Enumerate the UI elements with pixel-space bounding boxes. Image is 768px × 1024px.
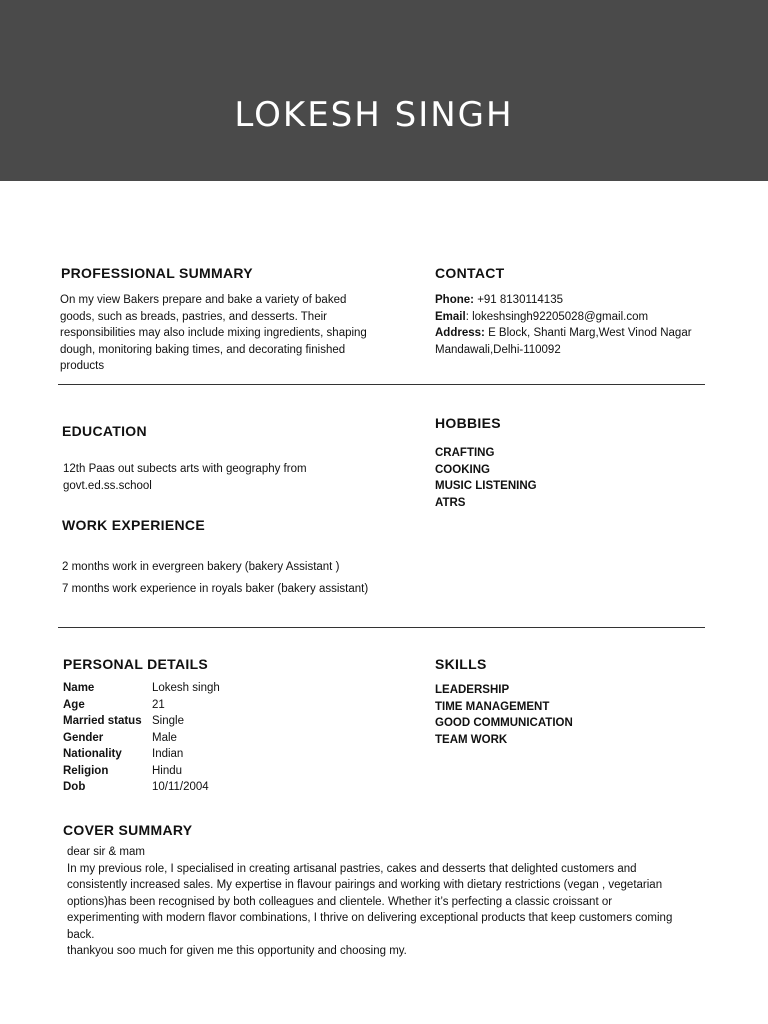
work-experience-list: [62, 556, 422, 600]
detail-key: Nationality: [63, 748, 122, 760]
personal-details-title: PERSONAL DETAILS: [63, 656, 209, 672]
work-item: 2 months work in evergreen bakery (bakery Assistant ): [62, 561, 340, 573]
header-banner: [0, 0, 768, 181]
skills-title: SKILLS: [435, 656, 487, 672]
cover-summary-text: [67, 844, 685, 960]
candidate-name: LOKESH SINGH: [234, 94, 514, 135]
contact-block: [435, 292, 705, 358]
cover-greeting: dear sir & mam: [67, 846, 145, 858]
detail-value: Lokesh singh: [152, 682, 220, 694]
contact-title: CONTACT: [435, 265, 505, 281]
detail-value: 10/11/2004: [152, 781, 209, 793]
work-experience-title: WORK EXPERIENCE: [62, 517, 205, 533]
email-label: Email: [435, 310, 466, 323]
detail-value: Hindu: [152, 764, 183, 777]
detail-key: Dob: [63, 781, 86, 793]
detail-row: [63, 763, 343, 780]
skill-item: TEAM WORK: [435, 733, 508, 746]
professional-summary-text: On my view Bakers prepare and bake a variety of baked goods, such as breads, pastries, and desserts. Their responsibilities may also include mixing ingredients, shaping dough, monitoring baking times, and decorating finished products: [60, 294, 367, 372]
education-title: EDUCATION: [62, 423, 147, 439]
cover-summary-title: COVER SUMMARY: [63, 822, 193, 838]
phone-value: +91 8130114135: [477, 294, 563, 306]
professional-summary-title: PROFESSIONAL SUMMARY: [61, 265, 253, 281]
detail-key: Gender: [63, 731, 104, 744]
detail-key: Married status: [63, 715, 142, 727]
address-label: Address:: [435, 327, 485, 339]
detail-value: Male: [152, 731, 177, 744]
skill-item: LEADERSHIP: [435, 684, 510, 696]
skill-item: TIME MANAGEMENT: [435, 700, 550, 713]
contact-address: [435, 325, 705, 358]
detail-row: [63, 713, 343, 730]
hobbies-title: HOBBIES: [435, 415, 501, 431]
skill-item: GOOD COMMUNICATION: [435, 717, 573, 729]
hobbies-list: [435, 445, 695, 511]
skills-list: [435, 682, 695, 748]
detail-value: 21: [152, 698, 165, 711]
hobby-item: ATRS: [435, 496, 466, 509]
section-divider-1: [58, 384, 705, 385]
detail-key: Age: [63, 698, 85, 711]
contact-email: [435, 309, 705, 326]
address-value: E Block, Shanti Marg,West Vinod Nagar Mandawali,Delhi-110092: [435, 327, 692, 356]
cover-closing: thankyou soo much for given me this opportunity and choosing my.: [67, 945, 407, 957]
cover-body: In my previous role, I specialised in creating artisanal pastries, cakes and desserts that delighted customers and consistently increased sales. My expertise in flavour pairings and working with dietary restrictions (vegan , vegetarian options)has been recognised by both colleagues and clientele. Whether it’s perfecting a classic croissant or experimenting with modern flavor combinations, I thrive on delivering exceptional products that keep customers coming back.: [67, 862, 673, 941]
section-divider-2: [58, 627, 705, 628]
phone-label: Phone:: [435, 294, 474, 306]
email-value: : lokeshsingh92205028@gmail.com: [465, 310, 649, 323]
detail-row: [63, 779, 343, 796]
detail-row: [63, 680, 343, 697]
detail-value: Indian: [152, 748, 184, 760]
education-text: 12th Paas out subects arts with geography from govt.ed.ss.school: [63, 463, 307, 492]
detail-row: [63, 730, 343, 747]
detail-row: [63, 746, 343, 763]
personal-details-table: [63, 680, 343, 796]
detail-key: Religion: [63, 764, 109, 777]
contact-phone: [435, 292, 705, 309]
detail-row: [63, 697, 343, 714]
detail-key: Name: [63, 682, 95, 694]
work-item: 7 months work experience in royals baker (bakery assistant): [62, 583, 369, 595]
detail-value: Single: [152, 715, 184, 727]
hobby-item: MUSIC LISTENING: [435, 480, 537, 492]
hobby-item: COOKING: [435, 463, 490, 476]
hobby-item: CRAFTING: [435, 447, 495, 459]
